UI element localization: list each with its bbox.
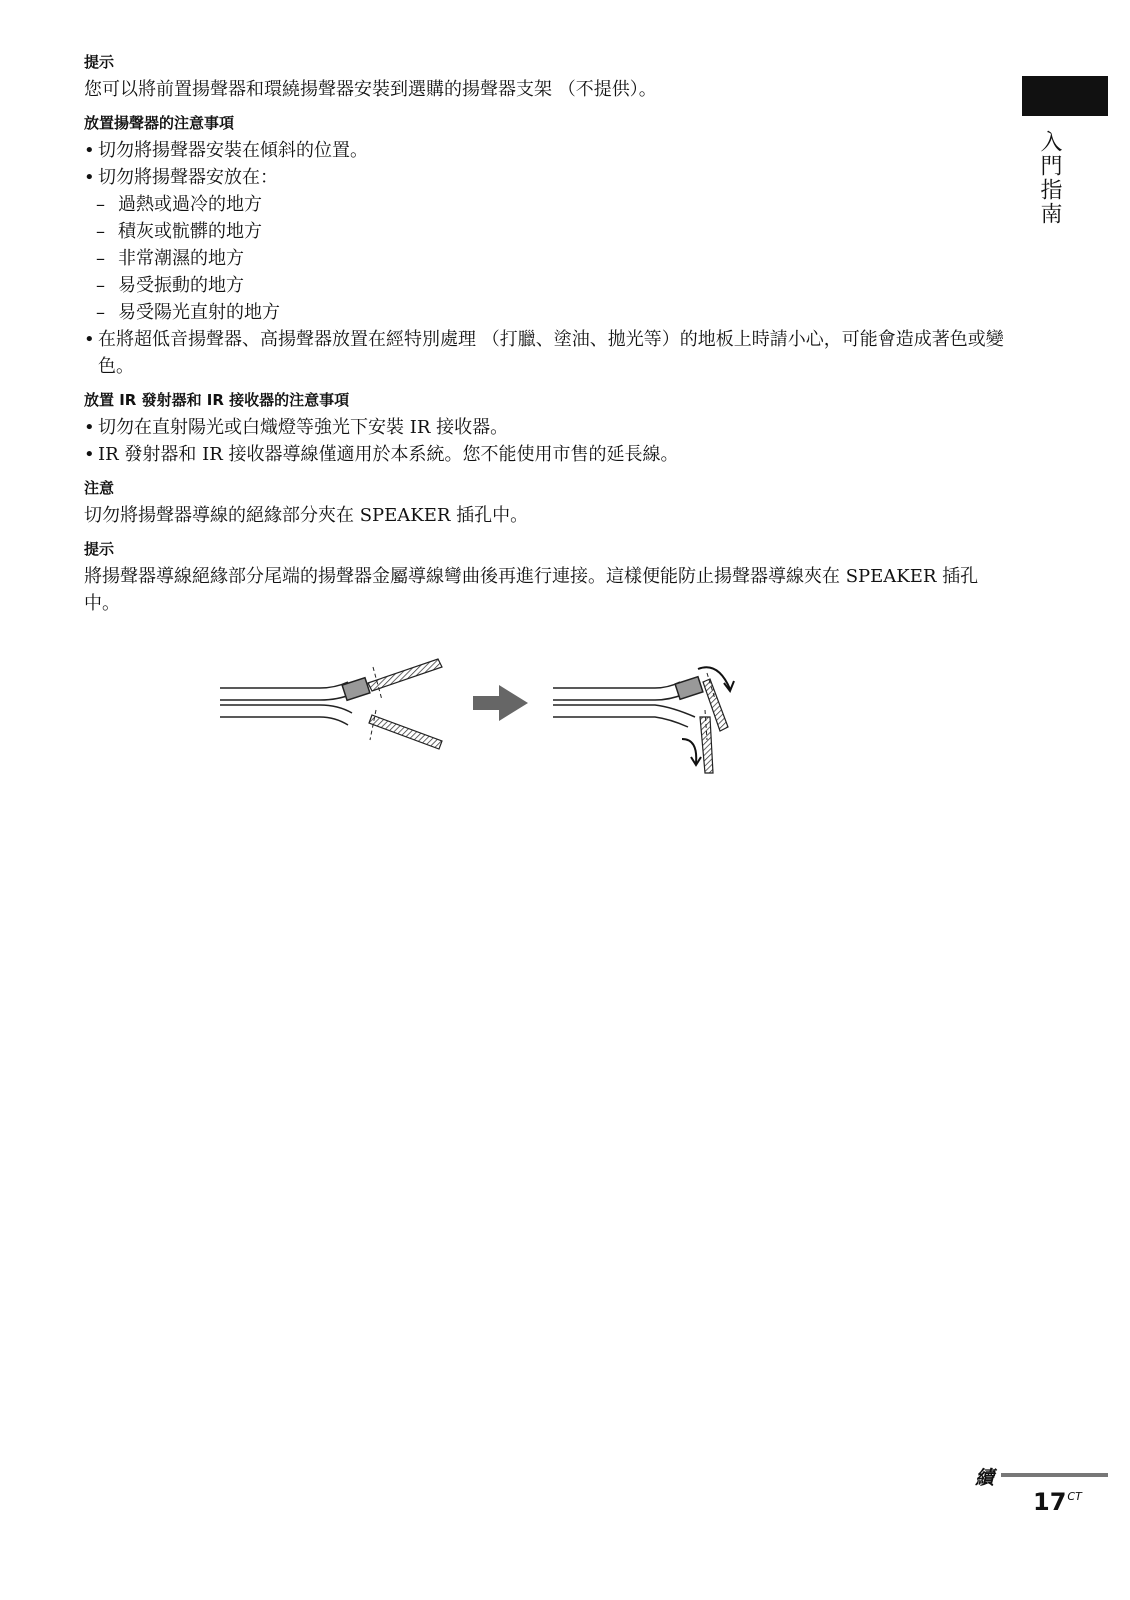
- speaker-placement-heading: 放置揚聲器的注意事項: [84, 114, 235, 132]
- list-item: • IR 發射器和 IR 接收器導線僅適用於本系統。您不能使用市售的延長線。: [84, 441, 1014, 468]
- wire-after-bending: [553, 682, 695, 727]
- continued-marker: [975, 1463, 1110, 1487]
- tip2-text: 將揚聲器導線絕緣部分尾端的揚聲器金屬導線彎曲後再進行連接。這樣便能防止揚聲器導線夾在 SPEAKER 插孔中。: [84, 566, 979, 614]
- sub-list-item: – 非常潮濕的地方: [84, 245, 1014, 272]
- list-item: • 在將超低音揚聲器、高揚聲器放置在經特別處理 （打臘、塗油、拋光等）的地板上時請小心，可能會造成著色或變色。: [84, 326, 1014, 380]
- caution-text: 切勿將揚聲器導線的絕緣部分夾在 SPEAKER 插孔中。: [84, 505, 529, 526]
- speaker-placement-sublist: [84, 191, 1014, 326]
- ir-placement-heading: 放置 IR 發射器和 IR 接收器的注意事項: [84, 391, 350, 409]
- bend-arrow-icon: [682, 739, 701, 765]
- sub-list-item: – 易受振動的地方: [84, 272, 1014, 299]
- page-number: [1033, 1488, 1082, 1516]
- bend-arrow-icon: [698, 667, 734, 691]
- continued-label: 續: [975, 1467, 995, 1489]
- tip2-heading: 提示: [84, 540, 115, 558]
- wire-before-bending: [220, 682, 352, 725]
- list-item: • 切勿將揚聲器安裝在傾斜的位置。: [84, 137, 1014, 164]
- list-item: [84, 164, 1014, 191]
- section-tab-label: 入門指南: [1037, 130, 1062, 226]
- list-item-text: 切勿將揚聲器安放在：: [98, 167, 278, 188]
- list-item: • 切勿在直射陽光或白熾燈等強光下安裝 IR 接收器。: [84, 414, 1014, 441]
- ir-placement-list: [84, 414, 1014, 468]
- page-number-suffix: CT: [1067, 1490, 1082, 1503]
- section-tab-block: [1022, 76, 1108, 116]
- sub-list-item: – 過熱或過冷的地方: [84, 191, 1014, 218]
- tip1-heading: 提示: [84, 53, 115, 71]
- sub-list-item: – 易受陽光直射的地方: [84, 299, 1014, 326]
- sub-list-item: – 積灰或骯髒的地方: [84, 218, 1014, 245]
- continued-bar: [1001, 1473, 1108, 1477]
- speaker-wire-illustration: [210, 655, 770, 785]
- caution-heading: 注意: [84, 479, 115, 497]
- tip1-text: 您可以將前置揚聲器和環繞揚聲器安裝到選購的揚聲器支架 （不提供）。: [84, 79, 657, 100]
- speaker-placement-list: [84, 137, 1014, 191]
- page-number-value: 17: [1033, 1488, 1067, 1516]
- right-arrow-icon: [473, 685, 528, 721]
- page-content: [84, 52, 1014, 617]
